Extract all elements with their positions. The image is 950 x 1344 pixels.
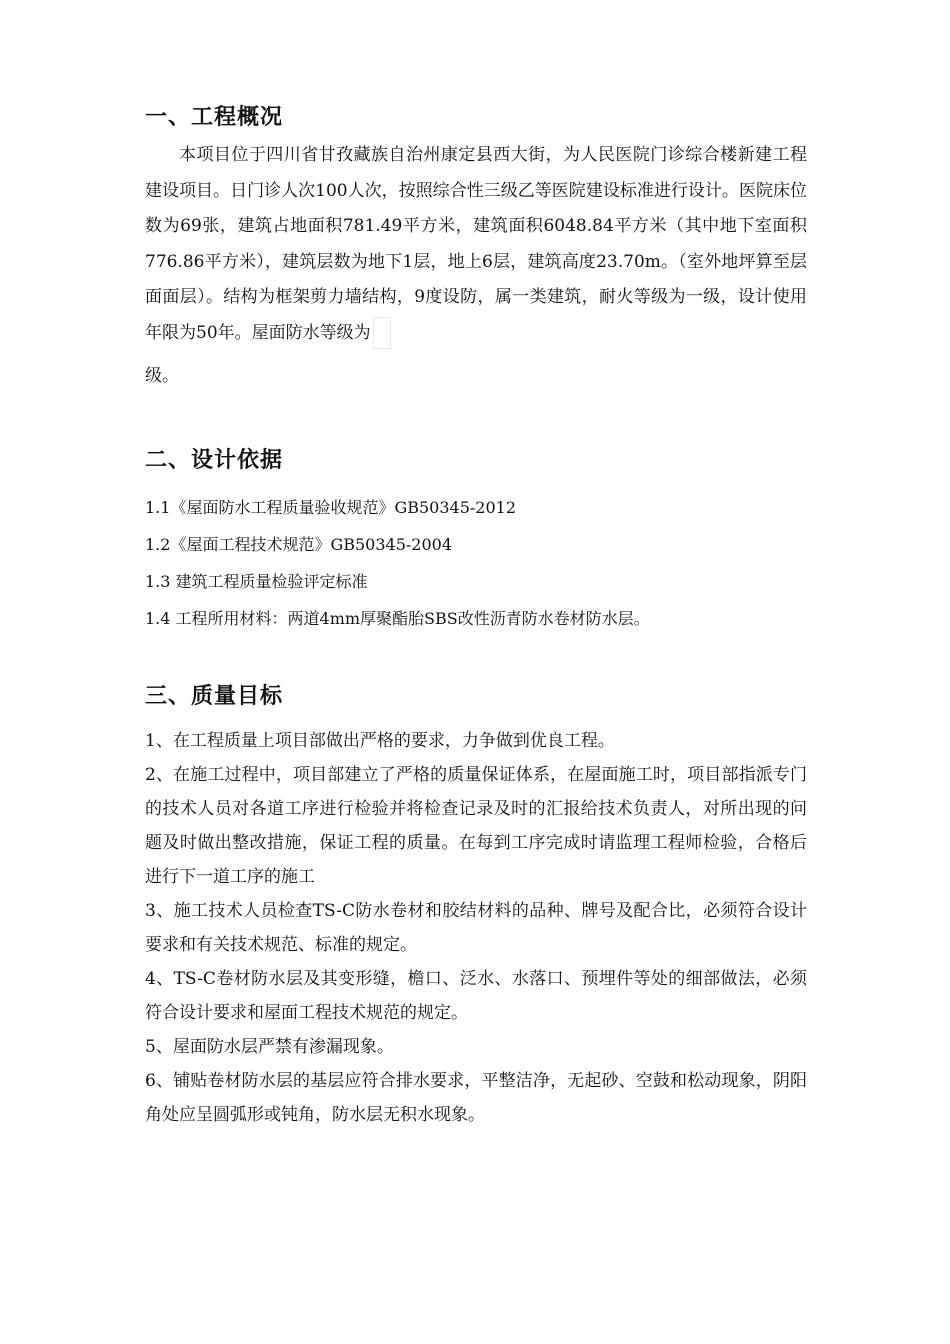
overview-paragraph-text: 本项目位于四川省甘孜藏族自治州康定县西大街，为人民医院门诊综合楼新建工程建设项目。日门诊人次100人次，按照综合性三级乙等医院建设标准进行设计。医院床位数为69张，建筑占地面积781.49平方米，建筑面积6048.84平方米（其中地下室面积776.86平方米），建筑层数为地下1层，地上6层，建筑高度23.70m。（室外地坪算至层面面层）。结构为框架剪力墙结构，9度设防，属一类建筑，耐火等级为一级，设计使用年限为50年。屋面防水等级为 [145, 145, 807, 343]
goals-list [145, 724, 807, 1132]
basis-list [145, 489, 807, 637]
list-item: 6、铺贴卷材防水层的基层应符合排水要求，平整洁净，无起砂、空鼓和松动现象，阴阳角处应呈圆弧形或钝角，防水层无积水现象。 [145, 1070, 807, 1125]
list-item: 1.3 建筑工程质量检验评定标准 [145, 571, 368, 591]
list-item: 1.4 工程所用材料：两道4mm厚聚酯胎SBS改性沥青防水卷材防水层。 [145, 608, 650, 628]
section-heading-goals: 三、质量目标 [145, 683, 284, 709]
section-project-overview [145, 98, 807, 395]
section-heading-basis: 二、设计依据 [145, 447, 284, 473]
list-item: 1.1《屋面防水工程质量验收规范》GB50345-2012 [145, 497, 517, 517]
list-item: 1、在工程质量上项目部做出严格的要求，力争做到优良工程。 [145, 730, 615, 751]
cursor-marker [373, 317, 391, 349]
list-item: 4、TS-C卷材防水层及其变形缝，檐口、泛水、水落口、预埋件等处的细部做法，必须符合设计要求和屋面工程技术规范的规定。 [145, 968, 807, 1023]
section-quality-goals [145, 677, 807, 1132]
section-design-basis [145, 441, 807, 637]
list-item: 2、在施工过程中，项目部建立了严格的质量保证体系，在屋面施工时，项目部指派专门的技术人员对各道工序进行检验并将检查记录及时的汇报给技术负责人，对所出现的问题及时做出整改措施，保证工程的质量。在每到工序完成时请监理工程师检验，合格后进行下一道工序的施工 [145, 764, 807, 887]
list-item: 5、屋面防水层严禁有渗漏现象。 [145, 1036, 394, 1057]
overview-paragraph-tail: 级。 [145, 366, 179, 386]
list-item: 1.2《屋面工程技术规范》GB50345-2004 [145, 534, 453, 554]
list-item: 3、施工技术人员检查TS-C防水卷材和胶结材料的品种、牌号及配合比，必须符合设计要求和有关技术规范、标准的规定。 [145, 900, 807, 955]
overview-paragraph [145, 138, 807, 395]
section-heading-overview: 一、工程概况 [145, 105, 284, 130]
document-page [145, 98, 807, 1132]
